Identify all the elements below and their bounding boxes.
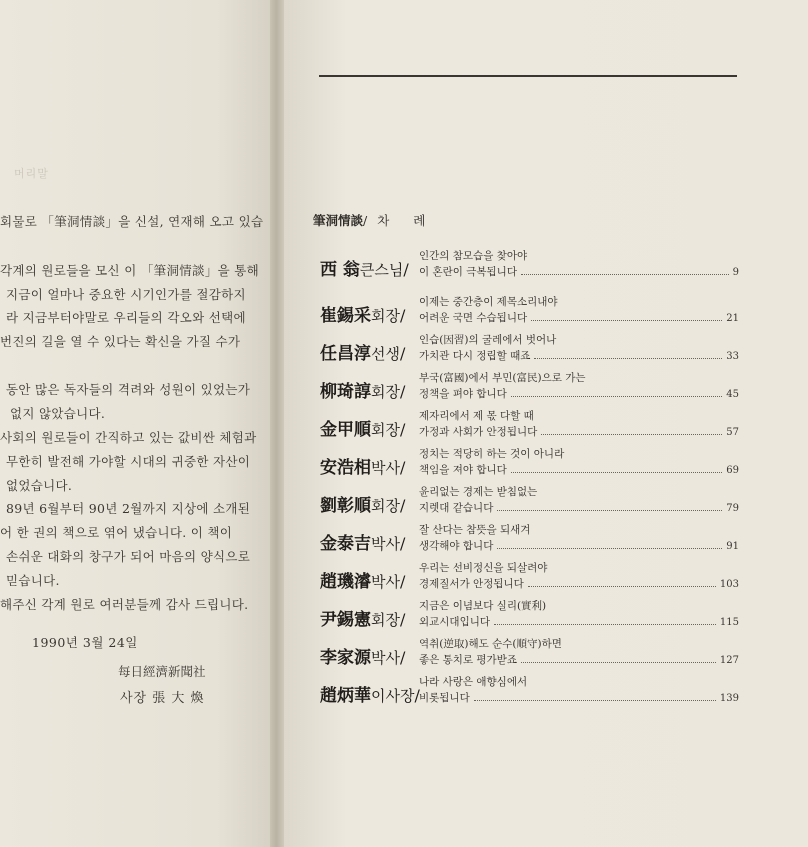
toc-subtitle-text: 이 혼란이 극복됩니다 — [419, 266, 517, 278]
toc-entry — [320, 598, 740, 638]
toc-heading — [313, 211, 435, 229]
toc-subtitle-line1: 우리는 선비정신을 되살려야 — [419, 562, 548, 574]
toc-leader-dots — [511, 464, 722, 473]
toc-page-number: 103 — [719, 579, 739, 590]
toc-subtitle-line1: 이제는 중간층이 제목소리내야 — [419, 296, 558, 308]
preface-line: 없었습니다. — [6, 478, 73, 493]
toc-subtitle-line2 — [419, 264, 739, 279]
preface-line: 라 지금부터야말로 우리들의 각오와 선택에 — [6, 310, 246, 325]
toc-page-number: 21 — [726, 313, 739, 324]
toc-person-name: 尹錫憲 — [320, 610, 371, 630]
toc-slash: / — [399, 496, 406, 515]
toc-person — [320, 567, 405, 592]
toc-entry — [320, 522, 740, 562]
toc-person — [320, 415, 405, 440]
toc-subtitle-text: 좋은 통치로 평가받죠 — [419, 654, 517, 666]
toc-slash: / — [399, 534, 406, 553]
toc-subtitle-line1: 잘 산다는 참뜻을 되새겨 — [419, 524, 531, 536]
toc-subtitle-line1: 나라 사랑은 애향심에서 — [419, 676, 528, 688]
toc-person-title: 선생 — [371, 345, 400, 363]
toc-subtitle-line1: 윤리없는 경제는 받침없는 — [419, 486, 538, 498]
top-rule — [319, 75, 737, 77]
toc-subtitle-line2 — [419, 348, 739, 363]
preface-line: 어 한 권의 책으로 엮어 냈습니다. 이 책이 — [0, 525, 233, 540]
toc-slash: / — [403, 260, 409, 279]
toc-slash: / — [399, 458, 406, 477]
toc-person — [320, 377, 405, 402]
toc-page-number: 139 — [719, 693, 739, 704]
toc-heading-label: /차 례 — [363, 213, 436, 228]
left-page — [0, 0, 270, 847]
toc-subtitle-text: 외교시대입니다 — [419, 616, 491, 628]
toc-subtitle-text: 책임을 져야 합니다 — [419, 464, 507, 476]
toc-subtitle-line2 — [419, 652, 739, 667]
preface-line: 89년 6월부터 90년 2월까지 지상에 소개된 — [6, 501, 251, 516]
toc-person-name: 西 翁 — [320, 260, 360, 280]
preface-line: 번진의 길을 열 수 있다는 확신을 가질 수가 — [0, 334, 241, 349]
toc-heading-title: 筆洞情談 — [313, 213, 364, 228]
preface-line: 동안 많은 독자들의 격려와 성원이 있었는가 — [6, 382, 251, 397]
toc-person-name: 金泰吉 — [320, 534, 371, 554]
toc-subtitle-line1: 정치는 적당히 하는 것이 아니라 — [419, 448, 565, 460]
toc-subtitle-line1: 역취(逆取)해도 순수(順守)하면 — [419, 638, 562, 650]
toc-subtitle-line1: 지금은 이념보다 실리(實利) — [419, 600, 547, 612]
toc-page-number: 9 — [732, 267, 739, 278]
toc-leader-dots — [541, 426, 722, 435]
toc-entry — [320, 446, 740, 486]
toc-leader-dots — [531, 312, 722, 321]
toc-person-title: 큰스님 — [359, 261, 404, 279]
toc-page-number: 33 — [726, 351, 739, 362]
toc-person-title: 회장 — [371, 307, 400, 325]
publisher-name: 每日經濟新聞社 — [118, 664, 206, 679]
toc-person-title: 회장 — [371, 611, 400, 629]
toc-subtitle-text: 경제질서가 안정됩니다 — [419, 578, 524, 590]
preface-line: 지금이 얼마나 중요한 시기인가를 절감하지 — [6, 287, 246, 302]
toc-entry — [320, 484, 740, 524]
toc-person — [320, 643, 405, 668]
preface-line: 각계의 원로들을 모신 이 「筆洞情談」을 통해 — [0, 263, 260, 278]
toc-leader-dots — [511, 388, 722, 397]
toc-person-title: 박사 — [371, 535, 400, 553]
toc-person-name: 趙璣濬 — [320, 572, 371, 592]
toc-leader-dots — [494, 616, 716, 625]
toc-person — [320, 453, 405, 478]
toc-leader-dots — [521, 266, 729, 275]
president-name: 사장 張 大 煥 — [120, 691, 205, 706]
toc-subtitle-text: 가치관 다시 정립할 때죠 — [419, 350, 531, 362]
toc-subtitle-line2 — [419, 576, 739, 591]
toc-person-name: 劉彰順 — [320, 496, 371, 516]
toc-person-name: 柳琦諄 — [320, 382, 371, 402]
toc-person-title: 이사장 — [371, 687, 415, 705]
toc-slash: / — [399, 648, 406, 667]
toc-person — [320, 339, 405, 364]
toc-person — [320, 681, 420, 706]
toc-page-number: 91 — [726, 541, 739, 552]
toc-slash: / — [399, 420, 406, 439]
toc-person-title: 박사 — [371, 649, 400, 667]
toc-person — [320, 301, 405, 326]
toc-person-name: 趙炳華 — [320, 686, 371, 706]
toc-person — [320, 255, 409, 280]
toc-person-title: 박사 — [371, 459, 400, 477]
toc-person-title: 회장 — [371, 497, 400, 515]
toc-subtitle-line2 — [419, 424, 739, 439]
toc-slash: / — [399, 610, 406, 629]
toc-subtitle-line2 — [419, 500, 739, 515]
toc-page-number: 127 — [719, 655, 739, 666]
toc-leader-dots — [521, 654, 716, 663]
toc-entry — [320, 408, 740, 448]
toc-person-title: 회장 — [371, 421, 400, 439]
toc-leader-dots — [474, 692, 716, 701]
toc-subtitle-text: 비롯됩니다 — [419, 692, 470, 704]
preface-line: 믿습니다. — [6, 573, 60, 588]
toc-entry — [320, 248, 740, 288]
toc-person-title: 박사 — [371, 573, 400, 591]
toc-page-number: 45 — [726, 389, 739, 400]
preface-line: 손쉬운 대화의 창구가 되어 마음의 양식으로 — [6, 549, 251, 564]
toc-page-number: 79 — [726, 503, 739, 514]
toc-leader-dots — [497, 502, 722, 511]
toc-entry — [320, 294, 740, 334]
toc-subtitle-line1: 인간의 참모습을 찾아야 — [419, 250, 528, 262]
toc-person — [320, 605, 405, 630]
toc-leader-dots — [497, 540, 722, 549]
toc-subtitle-line2 — [419, 386, 739, 401]
toc-person-title: 회장 — [371, 383, 400, 401]
toc-page-number: 115 — [719, 617, 739, 628]
toc-leader-dots — [534, 350, 722, 359]
toc-entry — [320, 332, 740, 372]
toc-person — [320, 529, 405, 554]
toc-person-name: 崔錫采 — [320, 306, 371, 326]
book-gutter — [270, 0, 284, 847]
toc-subtitle-line1: 제자리에서 제 몫 다할 때 — [419, 410, 534, 422]
toc-person — [320, 491, 405, 516]
preface-line: 사회의 원로들이 간직하고 있는 값비싼 체험과 — [0, 430, 257, 445]
preface-line: 없지 않았습니다. — [10, 406, 106, 421]
toc-page-number: 57 — [726, 427, 739, 438]
preface-line: 해주신 각계 원로 여러분들께 감사 드립니다. — [0, 597, 249, 612]
toc-subtitle-line1: 부국(富國)에서 부민(富民)으로 가는 — [419, 372, 586, 384]
toc-subtitle-line2 — [419, 690, 739, 705]
toc-person-name: 任昌淳 — [320, 344, 371, 364]
preface-line: 회물로 「筆洞情談」을 신설, 연재해 오고 있습 — [0, 214, 264, 229]
toc-person-name: 金甲順 — [320, 420, 371, 440]
toc-subtitle-text: 생각해야 합니다 — [419, 540, 494, 552]
toc-subtitle-line2 — [419, 538, 739, 553]
preface-line: 무한히 발전해 가야할 시대의 귀중한 자산이 — [6, 454, 251, 469]
toc-person-name: 李家源 — [320, 648, 371, 668]
toc-person-name: 安浩相 — [320, 458, 371, 478]
toc-subtitle-text: 정책을 펴야 합니다 — [419, 388, 507, 400]
toc-entry — [320, 370, 740, 410]
toc-entry — [320, 560, 740, 600]
toc-slash: / — [399, 306, 406, 325]
toc-subtitle-text: 가정과 사회가 안정됩니다 — [419, 426, 538, 438]
toc-slash: / — [399, 572, 406, 591]
toc-subtitle-line2 — [419, 462, 739, 477]
toc-subtitle-line1: 인습(因習)의 굴레에서 벗어나 — [419, 334, 557, 346]
toc-slash: / — [399, 344, 406, 363]
toc-entry — [320, 636, 740, 676]
toc-subtitle-line2 — [419, 310, 739, 325]
toc-slash: / — [399, 382, 406, 401]
toc-leader-dots — [528, 578, 716, 587]
toc-slash: / — [414, 686, 420, 705]
toc-subtitle-text: 어려운 국면 수습됩니다 — [419, 312, 528, 324]
toc-entry — [320, 674, 740, 714]
ghost-heading: 머리말 — [14, 167, 49, 180]
toc-subtitle-line2 — [419, 614, 739, 629]
preface-date: 1990년 3월 24일 — [32, 635, 138, 650]
toc-page-number: 69 — [726, 465, 739, 476]
toc-subtitle-text: 지렛대 같습니다 — [419, 502, 494, 514]
